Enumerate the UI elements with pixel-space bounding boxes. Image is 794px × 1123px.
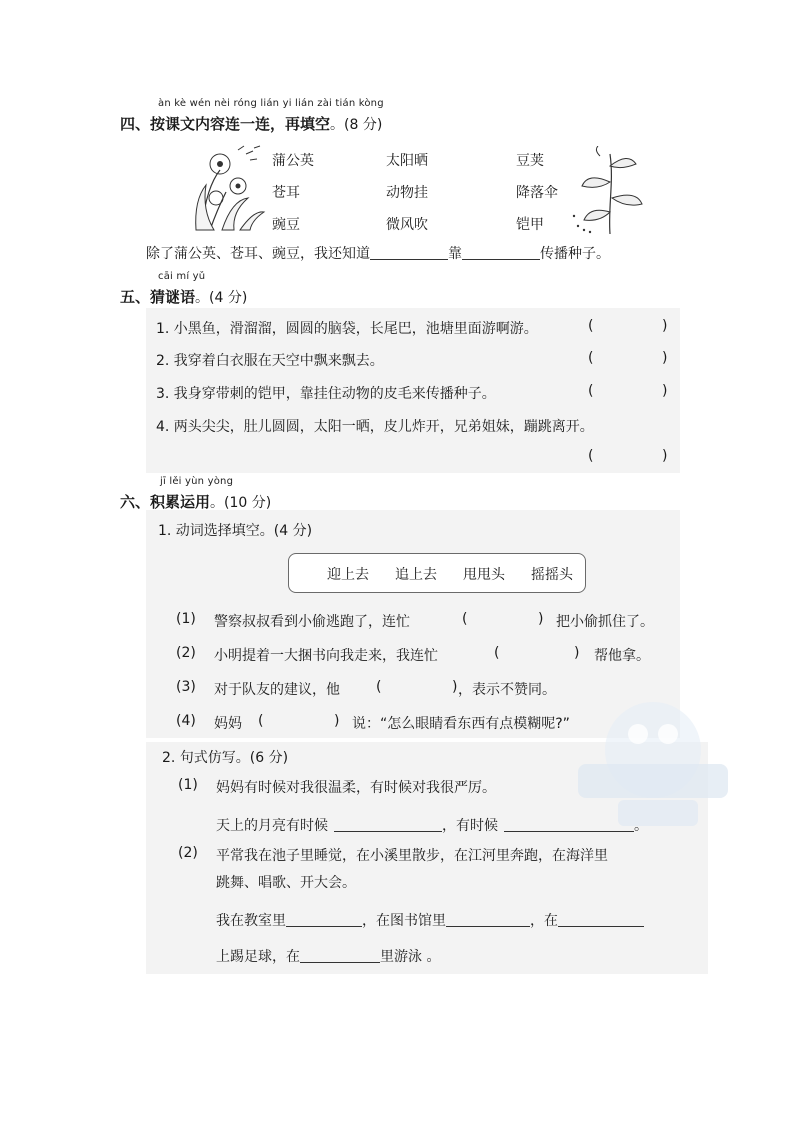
q1-item-1-text-a: 警察叔叔看到小偷逃跑了，连忙 [214, 614, 410, 630]
section5-pinyin: cāi mí yǔ [158, 271, 206, 282]
word-bank-item-2: 追上去 [395, 567, 437, 583]
q1-item-1-text-b: 把小偷抓住了。 [556, 614, 654, 630]
q1-item-3-paren-open[interactable]: ( [376, 679, 382, 695]
q2-2-blank-3[interactable] [558, 912, 644, 927]
q2-2-num: (2) [178, 845, 198, 861]
section6-score: 。(10 分) [210, 495, 272, 511]
q2-1-example: 妈妈有时候对我很温柔，有时候对我很严厉。 [216, 780, 496, 796]
riddle-4-paren-close: ) [662, 448, 668, 464]
section5-score: 。(4 分) [195, 290, 248, 306]
word-bank-item-3: 甩甩头 [463, 567, 505, 583]
word-bank-box [288, 553, 586, 593]
fill-blank-method[interactable] [462, 245, 540, 260]
riddle-2-paren-open: ( [588, 350, 594, 366]
riddle-3: 3. 我身穿带刺的铠甲，靠挂住动物的皮毛来传播种子。 [156, 386, 496, 402]
riddle-4: 4. 两头尖尖，肚儿圆圆，太阳一晒，皮儿炸开，兄弟姐妹，蹦跳离开。 [156, 419, 594, 435]
match-col2-item-1: 太阳晒 [386, 153, 428, 169]
q1-item-3-num: (3) [176, 679, 196, 695]
section4-pinyin: àn kè wén nèi róng lián yi lián zài tián kòng [158, 98, 384, 109]
section4-title: 四、按课文内容连一连，再填空 [120, 115, 331, 133]
q2-2-fill-line-2: 上踢足球，在 里游泳 。 [216, 949, 441, 965]
q1-item-2-num: (2) [176, 645, 196, 661]
q2-2-fill-line-1: 我在教室里 ，在图书馆里 ，在 [216, 910, 644, 930]
section4-heading [120, 113, 382, 134]
q2-1-fill-sentence: 天上的月亮有时候 ，有时候 。 [216, 818, 648, 834]
q2-1-blank-2[interactable] [504, 817, 634, 832]
q1-item-3-paren-close: ) [452, 679, 458, 695]
word-bank-item-4: 摇摇头 [531, 567, 573, 583]
riddle-2-paren-close: ) [662, 350, 668, 366]
q1-item-2-text-a: 小明提着一大捆书向我走来，我连忙 [214, 648, 438, 664]
match-col3-item-3: 铠甲 [516, 217, 544, 233]
q1-item-3-text-a: 对于队友的建议，他 [214, 682, 340, 698]
riddle-3-paren-close: ) [662, 383, 668, 399]
pea-plant-illustration [570, 146, 650, 236]
q1-item-2-text-b: 帮他拿。 [594, 648, 650, 664]
q1-item-2-paren-open[interactable]: ( [494, 645, 500, 661]
section6-heading [120, 491, 271, 512]
riddle-1-paren-close: ) [662, 318, 668, 334]
section4-score: 。(8 分) [330, 117, 383, 133]
q1-item-1-paren-close: ) [538, 611, 544, 627]
match-col1-item-1: 蒲公英 [272, 153, 314, 169]
section6-pinyin: jī lěi yùn yòng [160, 476, 234, 487]
riddle-1-paren-open: ( [588, 318, 594, 334]
fill-blank-plant[interactable] [370, 245, 448, 260]
q1-item-4-paren-open[interactable]: ( [258, 713, 264, 729]
riddle-1: 1. 小黑鱼，滑溜溜，圆圆的脑袋，长尾巴，池塘里面游啊游。 [156, 321, 538, 337]
dandelion-illustration [192, 140, 272, 232]
section6-q1-title: 1. 动词选择填空。(4 分) [158, 523, 313, 539]
riddle-4-paren-open: ( [588, 448, 594, 464]
riddle-2: 2. 我穿着白衣服在天空中飘来飘去。 [156, 353, 384, 369]
q2-2-example-line-1: 平常我在池子里睡觉，在小溪里散步，在江河里奔跑，在海洋里 [216, 848, 608, 864]
q1-item-2-paren-close: ) [574, 645, 580, 661]
q2-2-blank-1[interactable] [286, 912, 362, 927]
q1-item-4-num: (4) [176, 713, 196, 729]
q1-item-4-text-a: 妈妈 [214, 716, 242, 732]
q1-item-4-text-b: 说：“怎么眼睛看东西有点模糊呢?” [352, 716, 570, 732]
q2-2-blank-2[interactable] [446, 912, 530, 927]
riddle-3-paren-open: ( [588, 383, 594, 399]
match-col2-item-2: 动物挂 [386, 185, 428, 201]
q1-item-4-paren-close: ) [334, 713, 340, 729]
match-col3-item-1: 豆荚 [516, 153, 544, 169]
q1-item-1-paren-open[interactable]: ( [462, 611, 468, 627]
section6-q2-title: 2. 句式仿写。(6 分) [162, 750, 289, 766]
q1-item-1-num: (1) [176, 611, 196, 627]
q2-1-num: (1) [178, 777, 198, 793]
q2-2-example-line-2: 跳舞、唱歌、开大会。 [216, 875, 356, 891]
match-col1-item-3: 豌豆 [272, 217, 300, 233]
q1-item-3-text-b: ，表示不赞同。 [458, 682, 556, 698]
section6-title: 六、积累运用 [120, 493, 211, 511]
q2-2-blank-4[interactable] [300, 948, 380, 963]
q2-1-blank-1[interactable] [334, 817, 442, 832]
section4-fill-sentence: 除了蒲公英、苍耳、豌豆，我还知道 靠 传播种子。 [146, 246, 610, 262]
section5-heading [120, 286, 247, 307]
section5-title: 五、猜谜语 [120, 288, 196, 306]
word-bank-item-1: 迎上去 [327, 567, 369, 583]
match-col3-item-2: 降落伞 [516, 185, 558, 201]
match-col2-item-3: 微风吹 [386, 217, 428, 233]
match-col1-item-2: 苍耳 [272, 185, 300, 201]
